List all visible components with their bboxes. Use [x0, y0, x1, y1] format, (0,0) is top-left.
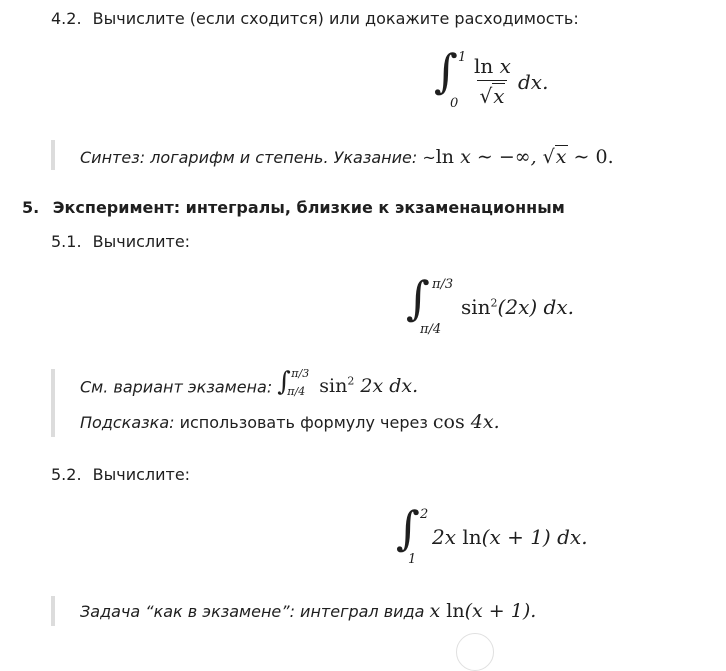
- hint-label: Подсказка:: [80, 413, 175, 432]
- display-equation-4-2: [428, 44, 568, 118]
- display-equation-5-2: [390, 501, 600, 575]
- item-text: Вычислите:: [92, 232, 191, 251]
- integrand: $\sin^2(2x)$ dx.: [461, 295, 574, 319]
- quote-4-2: [80, 145, 614, 168]
- lower-limit: 0: [450, 96, 459, 111]
- integral-sign: ∫: [396, 501, 420, 555]
- differential: dx.: [518, 70, 549, 94]
- quote-math: x ln(x + 1).: [429, 600, 537, 622]
- upper-limit: 1: [458, 50, 467, 65]
- section-title: Эксперимент: интегралы, близкие к экзаменационным: [52, 198, 565, 217]
- scroll-down-button[interactable]: [456, 633, 494, 671]
- quote-math: ln x ∼ −∞, √ x ∼ 0.: [435, 146, 614, 168]
- hint-math: cos 4x.: [432, 411, 500, 433]
- quote-5-1-line-2: [80, 411, 500, 433]
- quote-rule: [51, 369, 55, 437]
- quote-rule: [51, 140, 55, 170]
- quote-label: См. вариант экзамена:: [80, 377, 278, 397]
- item-5-2: [51, 465, 190, 484]
- integrand: 2x ln(x + 1) dx.: [432, 525, 588, 549]
- item-text: Вычислите:: [92, 465, 191, 484]
- hint-text: использовать формулу через: [174, 413, 433, 432]
- quote-label: Синтез: логарифм и степень. Указание: ~: [80, 148, 436, 167]
- integral-sign: ∫: [434, 44, 458, 98]
- integral-sign: ∫: [406, 271, 430, 325]
- ln-function: ln: [474, 54, 494, 78]
- fraction: [472, 54, 513, 108]
- item-number: 5.1.: [51, 232, 82, 251]
- quote-label: Задача “как в экзамене”: интеграл вида: [80, 602, 430, 621]
- item-4-2: [51, 9, 579, 28]
- section-heading-5: [22, 198, 565, 217]
- upper-limit: π/3: [432, 277, 454, 292]
- item-5-1: [51, 232, 190, 251]
- quote-rule: [51, 596, 55, 626]
- inline-integral: ∫ π/3 π/4: [277, 367, 310, 399]
- square-root: √ x: [479, 84, 505, 108]
- quote-5-2: [80, 600, 536, 622]
- upper-limit: 2: [420, 507, 429, 522]
- item-text: Вычислите (если сходится) или докажите расходимость:: [92, 9, 579, 28]
- lower-limit: π/4: [420, 322, 442, 337]
- display-equation-5-1: [400, 271, 590, 345]
- item-number: 4.2.: [51, 9, 82, 28]
- quote-5-1-line-1: [80, 367, 419, 399]
- section-number: 5.: [22, 198, 40, 217]
- item-number: 5.2.: [51, 465, 82, 484]
- variable: x: [499, 54, 511, 78]
- lower-limit: 1: [408, 552, 417, 567]
- quote-math: $\sin^2 2x$ dx.: [319, 375, 419, 398]
